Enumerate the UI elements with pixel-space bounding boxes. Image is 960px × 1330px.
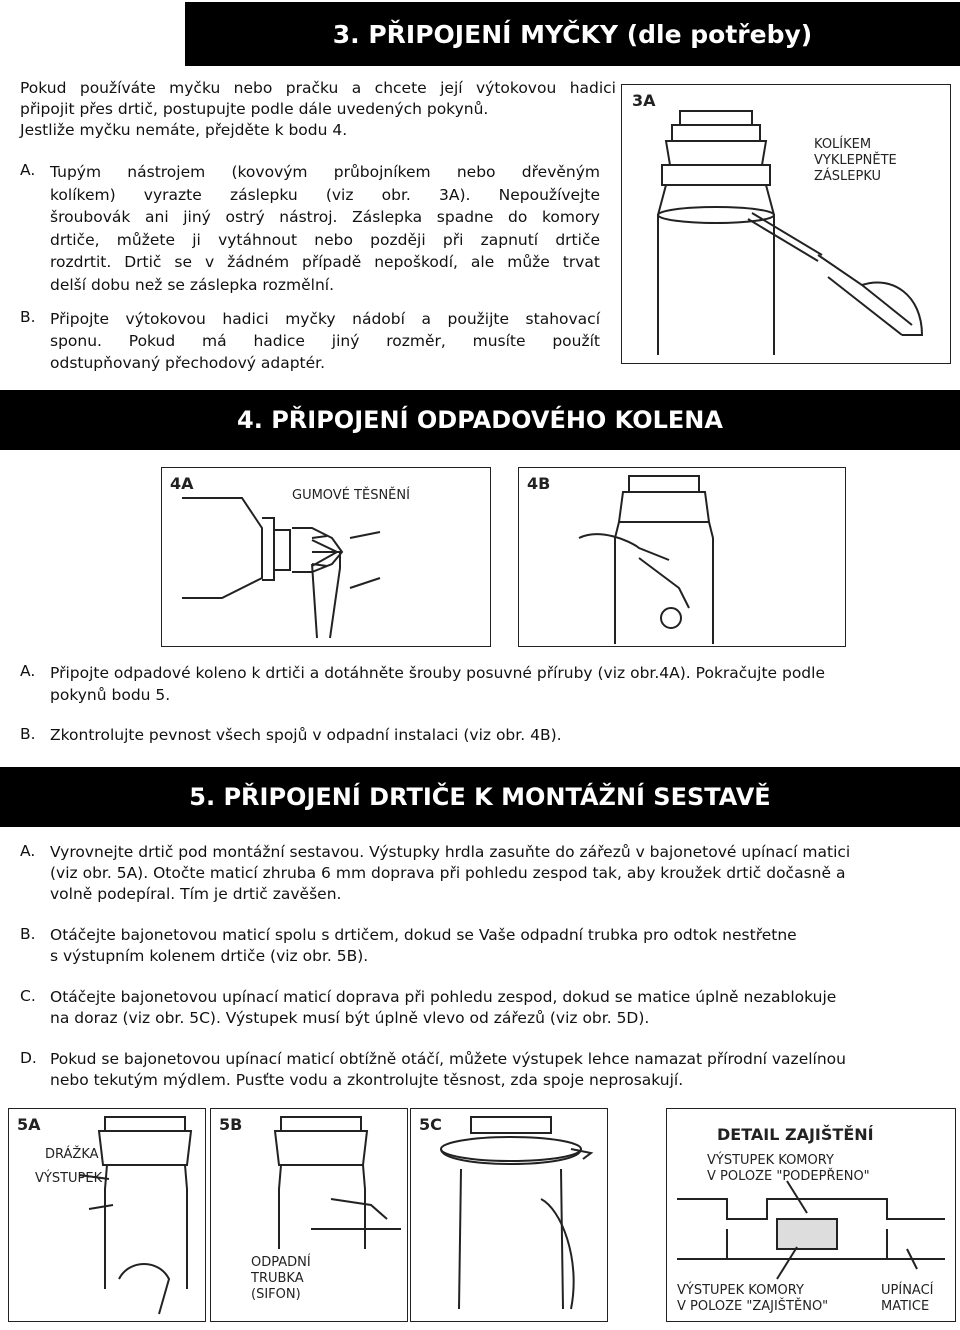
step-letter: A.: [20, 161, 36, 179]
caption-line: ODPADNÍ: [251, 1255, 311, 1270]
caption-line: V POLOZE "PODEPŘENO": [707, 1169, 870, 1184]
caption-line: DRÁŽKA: [45, 1147, 99, 1162]
figure-label: 3A: [632, 91, 656, 110]
section-5-heading: 5. PŘIPOJENÍ DRTIČE K MONTÁŽNÍ SESTAVĚ: [0, 767, 960, 827]
figure-caption: [35, 1171, 102, 1187]
step-letter: B.: [20, 925, 36, 943]
figure-caption: GUMOVÉ TĚSNĚNÍ: [292, 488, 410, 503]
section-3-heading: 3. PŘIPOJENÍ MYČKY (dle potřeby): [185, 2, 960, 66]
text-line: (viz obr. 5A). Otočte maticí zhruba 6 mm doprava při pohledu zespod tak, aby kroužek drtič dočasně a: [50, 864, 846, 882]
figure-caption: [814, 137, 897, 185]
section-3-step-a: [50, 161, 600, 296]
step-letter: A.: [20, 662, 36, 680]
caption-line: VYKLEPNĚTE: [814, 153, 897, 168]
caption-line: VÝSTUPEK KOMORY: [677, 1283, 804, 1298]
figure-4b: [518, 467, 846, 647]
text-line: Jestliže myčku nemáte, přejděte k bodu 4.: [20, 121, 348, 139]
disposer-knockout-illustration: [622, 85, 950, 363]
text-line: sponu. Pokud má hadice jiný rozměr, musíte použít: [50, 332, 600, 350]
section-3-step-b: [50, 308, 600, 374]
text-line: na doraz (viz obr. 5C). Výstupek musí být úplně vlevo od zářezů (viz obr. 5D).: [50, 1009, 650, 1027]
step-letter: B.: [20, 725, 36, 743]
section-5-step-b: [50, 925, 938, 967]
figure-5c: [410, 1108, 608, 1322]
step-letter: D.: [20, 1049, 37, 1067]
caption-line: V POLOZE "ZAJIŠTĚNO": [677, 1299, 829, 1314]
section-5-step-a: [50, 842, 938, 905]
text-line: nebo tekutým mýdlem. Pusťte vodu a zkontrolujte těsnost, zda spoje neprosakují.: [50, 1071, 684, 1089]
text-line: Pokud se bajonetovou upínací maticí obtížně otáčí, můžete výstupek lehce namazat přírodní vazelínou: [50, 1050, 846, 1068]
figure-3a: [621, 84, 951, 364]
text-line: pokynů bodu 5.: [50, 686, 171, 704]
text-line: odstupňovaný přechodový adaptér.: [50, 354, 326, 372]
text-line: kolíkem) vyrazte záslepku (viz obr. 3A). Nepoužívejte: [50, 185, 600, 204]
text-line: s výstupním kolenem drtiče (viz obr. 5B).: [50, 947, 369, 965]
text-line: Otáčejte bajonetovou maticí spolu s drtičem, dokud se Vaše odpadní trubka pro odtok nestřetne: [50, 926, 797, 944]
text-line: Připojte výtokovou hadici myčky nádobí a použijte stahovací: [50, 310, 600, 328]
figure-label: 4A: [170, 474, 194, 493]
figure-label: 5C: [419, 1115, 442, 1134]
caption-line: MATICE: [881, 1299, 930, 1314]
section-5-step-d: [50, 1049, 938, 1091]
figure-caption: [251, 1255, 311, 1303]
figure-label: 5B: [219, 1115, 243, 1134]
text-line: rozdrtit. Drtič se v žádném případě nepoškodí, ale může trvat: [50, 253, 600, 271]
text-line: Pokud používáte myčku nebo pračku a chcete její výtokovou hadici: [20, 79, 616, 97]
step-letter: B.: [20, 308, 36, 326]
figure-4a: [161, 467, 491, 647]
section-5-step-c: [50, 987, 938, 1029]
section-4-step-a: [50, 662, 938, 706]
text-line: drtiče, můžete ji vytáhnout nebo později při zapnutí drtiče: [50, 230, 600, 249]
text-line: šroubovák ani jiný ostrý nástroj. Záslepka spadne do komory: [50, 208, 600, 226]
step-letter: A.: [20, 842, 36, 860]
caption-line: (SIFON): [251, 1287, 301, 1302]
caption-line: UPÍNACÍ: [881, 1283, 934, 1298]
caption-line: TRUBKA: [251, 1271, 304, 1286]
section-3-intro: [20, 78, 616, 141]
text-line: Tupým nástrojem (kovovým průbojníkem nebo dřevěným: [50, 163, 600, 181]
caption-line: ZÁSLEPKU: [814, 169, 882, 184]
text-line: Zkontrolujte pevnost všech spojů v odpadní instalaci (viz obr. 4B).: [50, 726, 562, 744]
figure-caption: [707, 1153, 870, 1185]
figure-label: 5A: [17, 1115, 41, 1134]
step-letter: C.: [20, 987, 36, 1005]
figure-caption: [677, 1283, 828, 1315]
section-4-step-b: [50, 725, 930, 746]
text-line: připojit přes drtič, postupujte podle dále uvedených pokynů.: [20, 100, 489, 118]
figure-5b: [210, 1108, 408, 1322]
figure-caption: [881, 1283, 934, 1315]
figure-caption: [45, 1147, 99, 1163]
caption-line: VÝSTUPEK: [35, 1171, 103, 1186]
text-line: delší dobu než se záslepka rozmělní.: [50, 275, 335, 294]
figure-label: DETAIL ZAJIŠTĚNÍ: [717, 1125, 874, 1144]
figure-label: 4B: [527, 474, 551, 493]
caption-line: KOLÍKEM: [814, 137, 872, 152]
caption-line: VÝSTUPEK KOMORY: [707, 1153, 834, 1168]
mount-groove-illustration: [9, 1109, 205, 1321]
figure-5d: [666, 1108, 956, 1322]
lock-mount-illustration: [411, 1109, 607, 1321]
text-line: Připojte odpadové koleno k drtiči a dotáhněte šrouby posuvné příruby (viz obr.4A). Pokračujte podle: [50, 664, 825, 682]
text-line: volně podepíral. Tím je drtič zavěšen.: [50, 885, 342, 903]
section-4-heading: 4. PŘIPOJENÍ ODPADOVÉHO KOLENA: [0, 390, 960, 450]
text-line: Otáčejte bajonetovou upínací maticí doprava při pohledu zespod, dokud se matice úplně nezablokuje: [50, 988, 837, 1006]
text-line: Vyrovnejte drtič pod montážní sestavou. Výstupky hrdla zasuňte do zářezů v bajonetové upínací matici: [50, 843, 851, 861]
check-joints-illustration: [519, 468, 845, 646]
figure-5a: [8, 1108, 206, 1322]
